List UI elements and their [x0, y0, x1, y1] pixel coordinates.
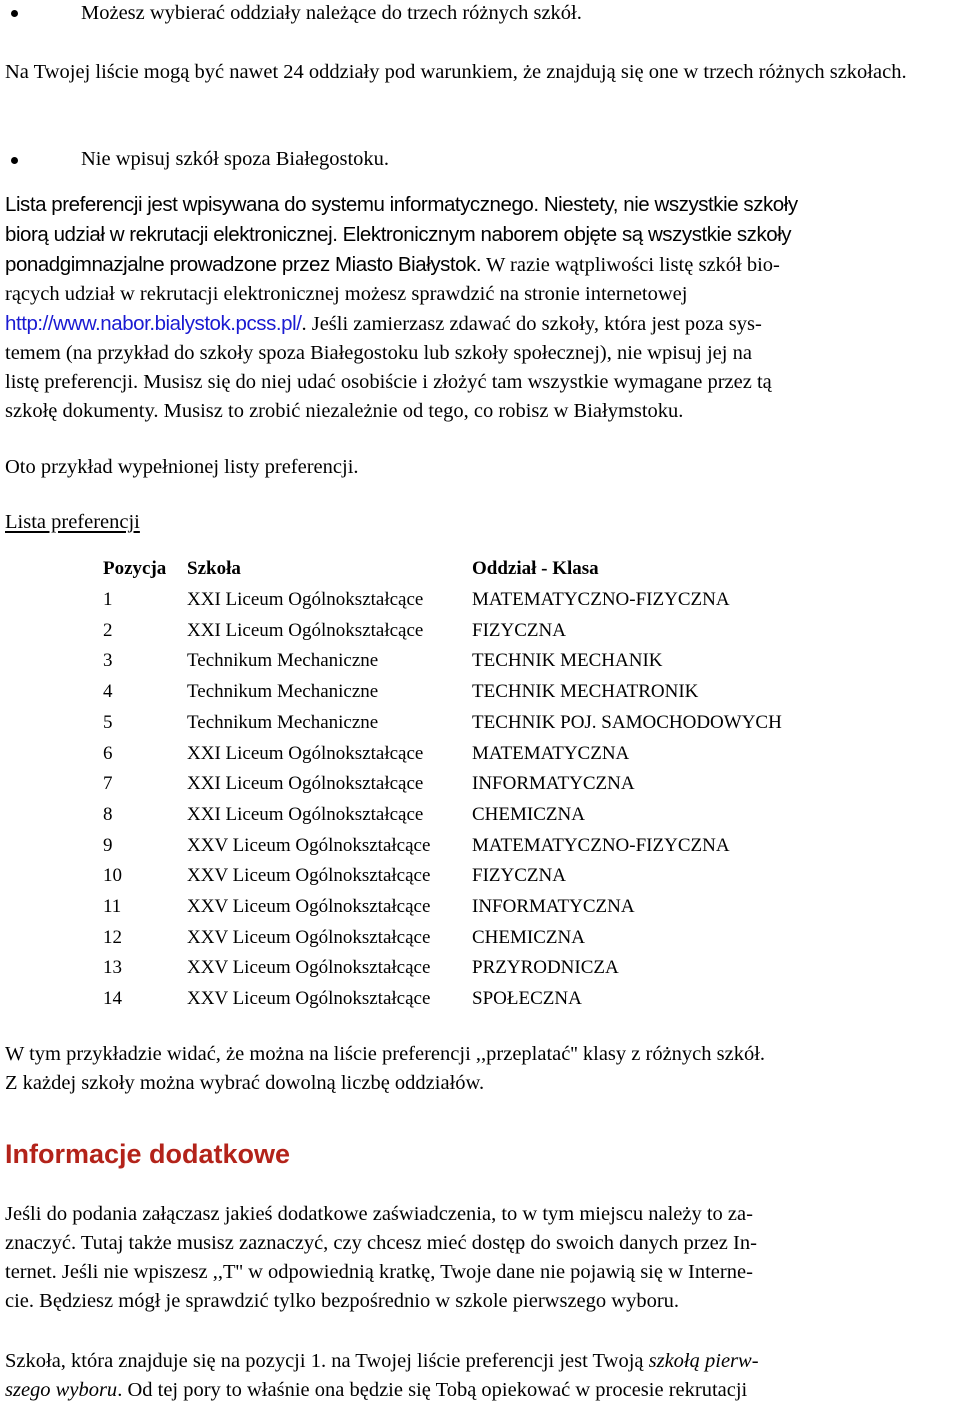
text-segment: znaczyć. Tutaj także musisz zaznaczyć, czy chcesz mieć dostęp do swoich danych przez In-: [5, 1232, 757, 1254]
table-cell-position: 4: [103, 681, 113, 703]
paragraph-24-classes: Na Twojej liście mogą być nawet 24 oddziały pod warunkiem, że znajdują się one w trzech różnych szkołach.: [5, 61, 907, 83]
table-cell-school: XXI Liceum Ogólnokształcące: [187, 742, 424, 764]
text-segment-italic: szego wyboru: [5, 1379, 118, 1401]
table-cell-class: FIZYCZNA: [472, 865, 566, 887]
table-cell-position: 11: [103, 896, 122, 917]
example-intro: Oto przykład wypełnionej listy preferencji.: [5, 456, 359, 478]
table-cell-position: 6: [103, 742, 113, 764]
table-cell-school: XXI Liceum Ogólnokształcące: [187, 773, 424, 795]
table-cell-class: TECHNIK MECHANIK: [472, 650, 663, 672]
text-segment: biorą udział w rekrutacji elektronicznej.: [5, 223, 338, 246]
paragraph-additional-certificates: [5, 1200, 956, 1316]
table-cell-position: 1: [103, 589, 113, 610]
table-cell-school: XXV Liceum Ogólnokształcące: [187, 926, 431, 948]
table-header-school: Szkoła: [187, 558, 241, 579]
text-segment: cie. Będziesz mógł je sprawdzić tylko bezpośrednio w szkole pierwszego wyboru.: [5, 1290, 680, 1312]
text-segment: temem (na przykład do szkoły spoza Białegostoku lub szkoły społecznej), nie wpisuj jej na: [5, 342, 752, 364]
table-cell-school: XXI Liceum Ogólnokształcące: [187, 619, 424, 641]
text-segment: . Jeśli zamierzasz zdawać do szkoły, która jest poza sys-: [301, 313, 762, 335]
table-cell-position: 8: [103, 803, 113, 825]
table-cell-class: MATEMATYCZNO-FIZYCZNA: [472, 834, 730, 856]
table-cell-position: 5: [103, 711, 113, 733]
text-segment: rących udział w rekrutacji elektronicznej możesz sprawdzić na stronie internetowej: [5, 283, 688, 305]
text-segment: Jeśli do podania załączasz jakieś dodatkowe zaświadczenia, to w tym miejscu należy to za-: [5, 1203, 753, 1225]
table-header-position: Pozycja: [103, 558, 167, 579]
table-cell-school: XXV Liceum Ogólnokształcące: [187, 896, 431, 917]
text-segment-italic: szkołą pierw-: [648, 1350, 759, 1372]
text-segment: ponadgimnazjalne prowadzone przez Miasto Białystok.: [5, 253, 482, 276]
table-cell-class: INFORMATYCZNA: [472, 896, 635, 917]
text-segment: Z każdej szkoły można wybrać dowolną liczbę oddziałów.: [5, 1072, 485, 1094]
table-cell-class: TECHNIK POJ. SAMOCHODOWYCH: [472, 711, 782, 733]
table-cell-position: 2: [103, 619, 113, 641]
paragraph-first-choice-school: [5, 1347, 956, 1405]
text-segment: Elektronicznym naborem objęte są wszystkie szkoły: [342, 223, 792, 246]
table-cell-class: TECHNIK MECHATRONIK: [472, 681, 699, 703]
text-segment: listę preferencji. Musisz się do niej udać osobiście i złożyć tam wszystkie wymagane przez tą: [5, 371, 772, 393]
list-title: Lista preferencji: [5, 511, 140, 533]
paragraph-interleave: [5, 1040, 956, 1098]
table-cell-position: 12: [103, 926, 122, 948]
table-cell-position: 7: [103, 773, 113, 795]
table-cell-class: PRZYRODNICZA: [472, 957, 619, 979]
table-cell-position: 9: [103, 834, 113, 856]
table-cell-school: XXI Liceum Ogólnokształcące: [187, 803, 424, 825]
section-heading-additional-info: Informacje dodatkowe: [5, 1139, 291, 1169]
table-cell-position: 13: [103, 957, 122, 979]
table-cell-school: XXV Liceum Ogólnokształcące: [187, 988, 431, 1010]
bullet-item-no-outside: Nie wpisuj szkół spoza Białegostoku.: [81, 148, 390, 170]
table-cell-school: XXV Liceum Ogólnokształcące: [187, 834, 431, 856]
table-cell-class: INFORMATYCZNA: [472, 773, 635, 795]
table-cell-school: Technikum Mechaniczne: [187, 711, 379, 733]
text-segment: szkołę dokumenty. Musisz to zrobić niezależnie od tego, co robisz w Białymstoku.: [5, 400, 684, 422]
table-cell-class: MATEMATYCZNO-FIZYCZNA: [472, 589, 730, 610]
table-cell-school: Technikum Mechaniczne: [187, 650, 379, 672]
table-cell-class: FIZYCZNA: [472, 619, 566, 641]
table-header-class: Oddział - Klasa: [472, 558, 599, 579]
table-cell-class: CHEMICZNA: [472, 803, 585, 825]
nabor-link[interactable]: http://www.nabor.bialystok.pcss.pl/: [5, 312, 302, 335]
table-cell-school: XXV Liceum Ogólnokształcące: [187, 865, 431, 887]
text-segment: W razie wątpliwości listę szkół bio-: [485, 254, 780, 276]
table-cell-class: SPOŁECZNA: [472, 988, 582, 1010]
text-segment: Lista preferencji jest wpisywana do systemu informatycznego. Niestety, nie wszystkie szkoły: [5, 193, 798, 216]
table-cell-position: 10: [103, 865, 122, 887]
text-segment: W tym przykładzie widać, że można na liście preferencji ,,przeplatać'' klasy z różnych szkół.: [5, 1043, 766, 1065]
bullet-item-schools: Możesz wybierać oddziały należące do trzech różnych szkół.: [81, 2, 582, 24]
text-segment: . Od tej pory to właśnie ona będzie się Tobą opiekować w procesie rekrutacji: [117, 1379, 748, 1401]
table-cell-school: XXI Liceum Ogólnokształcące: [187, 589, 424, 610]
text-segment: ternet. Jeśli nie wpiszesz ,,T'' w odpowiednią kratkę, Twoje dane nie pojawią się w Interne-: [5, 1261, 753, 1283]
table-cell-class: CHEMICZNA: [472, 926, 585, 948]
table-cell-position: 3: [103, 650, 113, 672]
table-cell-position: 14: [103, 988, 122, 1010]
table-cell-school: Technikum Mechaniczne: [187, 681, 379, 703]
table-cell-class: MATEMATYCZNA: [472, 742, 630, 764]
table-cell-school: XXV Liceum Ogólnokształcące: [187, 957, 431, 979]
text-segment: Szkoła, która znajduje się na pozycji 1. na Twojej liście preferencji jest Twoją: [5, 1350, 649, 1372]
